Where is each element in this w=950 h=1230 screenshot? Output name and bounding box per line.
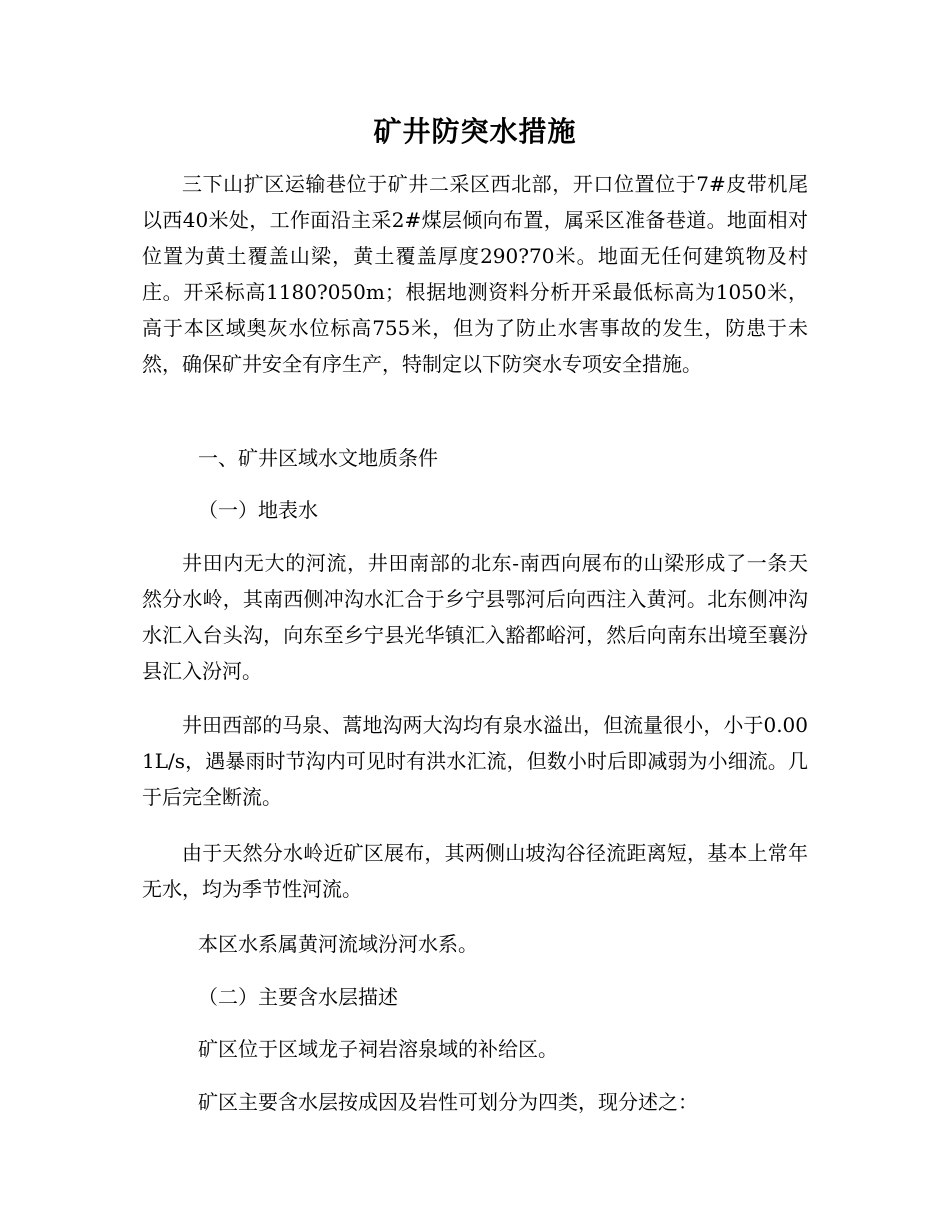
paragraph-rivers: 井田内无大的河流，井田南部的北东-南西向展布的山梁形成了一条天然分水岭，其南西侧冲沟水汇合于乡宁县鄂河后向西注入黄河。北东侧冲沟水汇入台头沟，向东至乡宁县光华镇汇入豁都峪河，然后向南东出境至襄汾县汇入汾河。 [142,551,808,683]
document-title: 矿井防突水措施 [373,115,577,148]
section-heading-hydrogeology: 一、矿井区域水文地质条件 [198,446,438,470]
paragraph-recharge-zone: 矿区位于区域龙子祠岩溶泉域的补给区。 [198,1037,558,1061]
paragraph-aquifer-classes: 矿区主要含水层按成因及岩性可划分为四类，现分述之： [198,1090,698,1114]
paragraph-watershed: 由于天然分水岭近矿区展布，其两侧山坡沟谷径流距离短，基本上常年无水，均为季节性河流。 [142,841,808,901]
paragraph-river-system: 本区水系属黄河流域汾河水系。 [198,932,478,956]
subsection-heading-aquifers: （二）主要含水层描述 [198,985,398,1009]
intro-paragraph: 三下山扩区运输巷位于矿井二采区西北部，开口位置位于7#皮带机尾以西40米处，工作面沿主采2#煤层倾向布置，属采区准备巷道。地面相对位置为黄土覆盖山梁，黄土覆盖厚度290?70米。地面无任何建筑物及村庄。开采标高1180?050m；根据地测资料分析开采最低标高为1050米，高于本区域奥灰水位标高755米，但为了防止水害事故的发生，防患于未然，确保矿井安全有序生产，特制定以下防突水专项安全措施。 [142,172,808,376]
paragraph-springs: 井田西部的马泉、蒿地沟两大沟均有泉水溢出，但流量很小，小于0.001L/s，遇暴雨时节沟内可见时有洪水汇流，但数小时后即减弱为小细流。几于后完全断流。 [142,713,808,809]
subsection-heading-surface-water: （一）地表水 [198,498,318,522]
